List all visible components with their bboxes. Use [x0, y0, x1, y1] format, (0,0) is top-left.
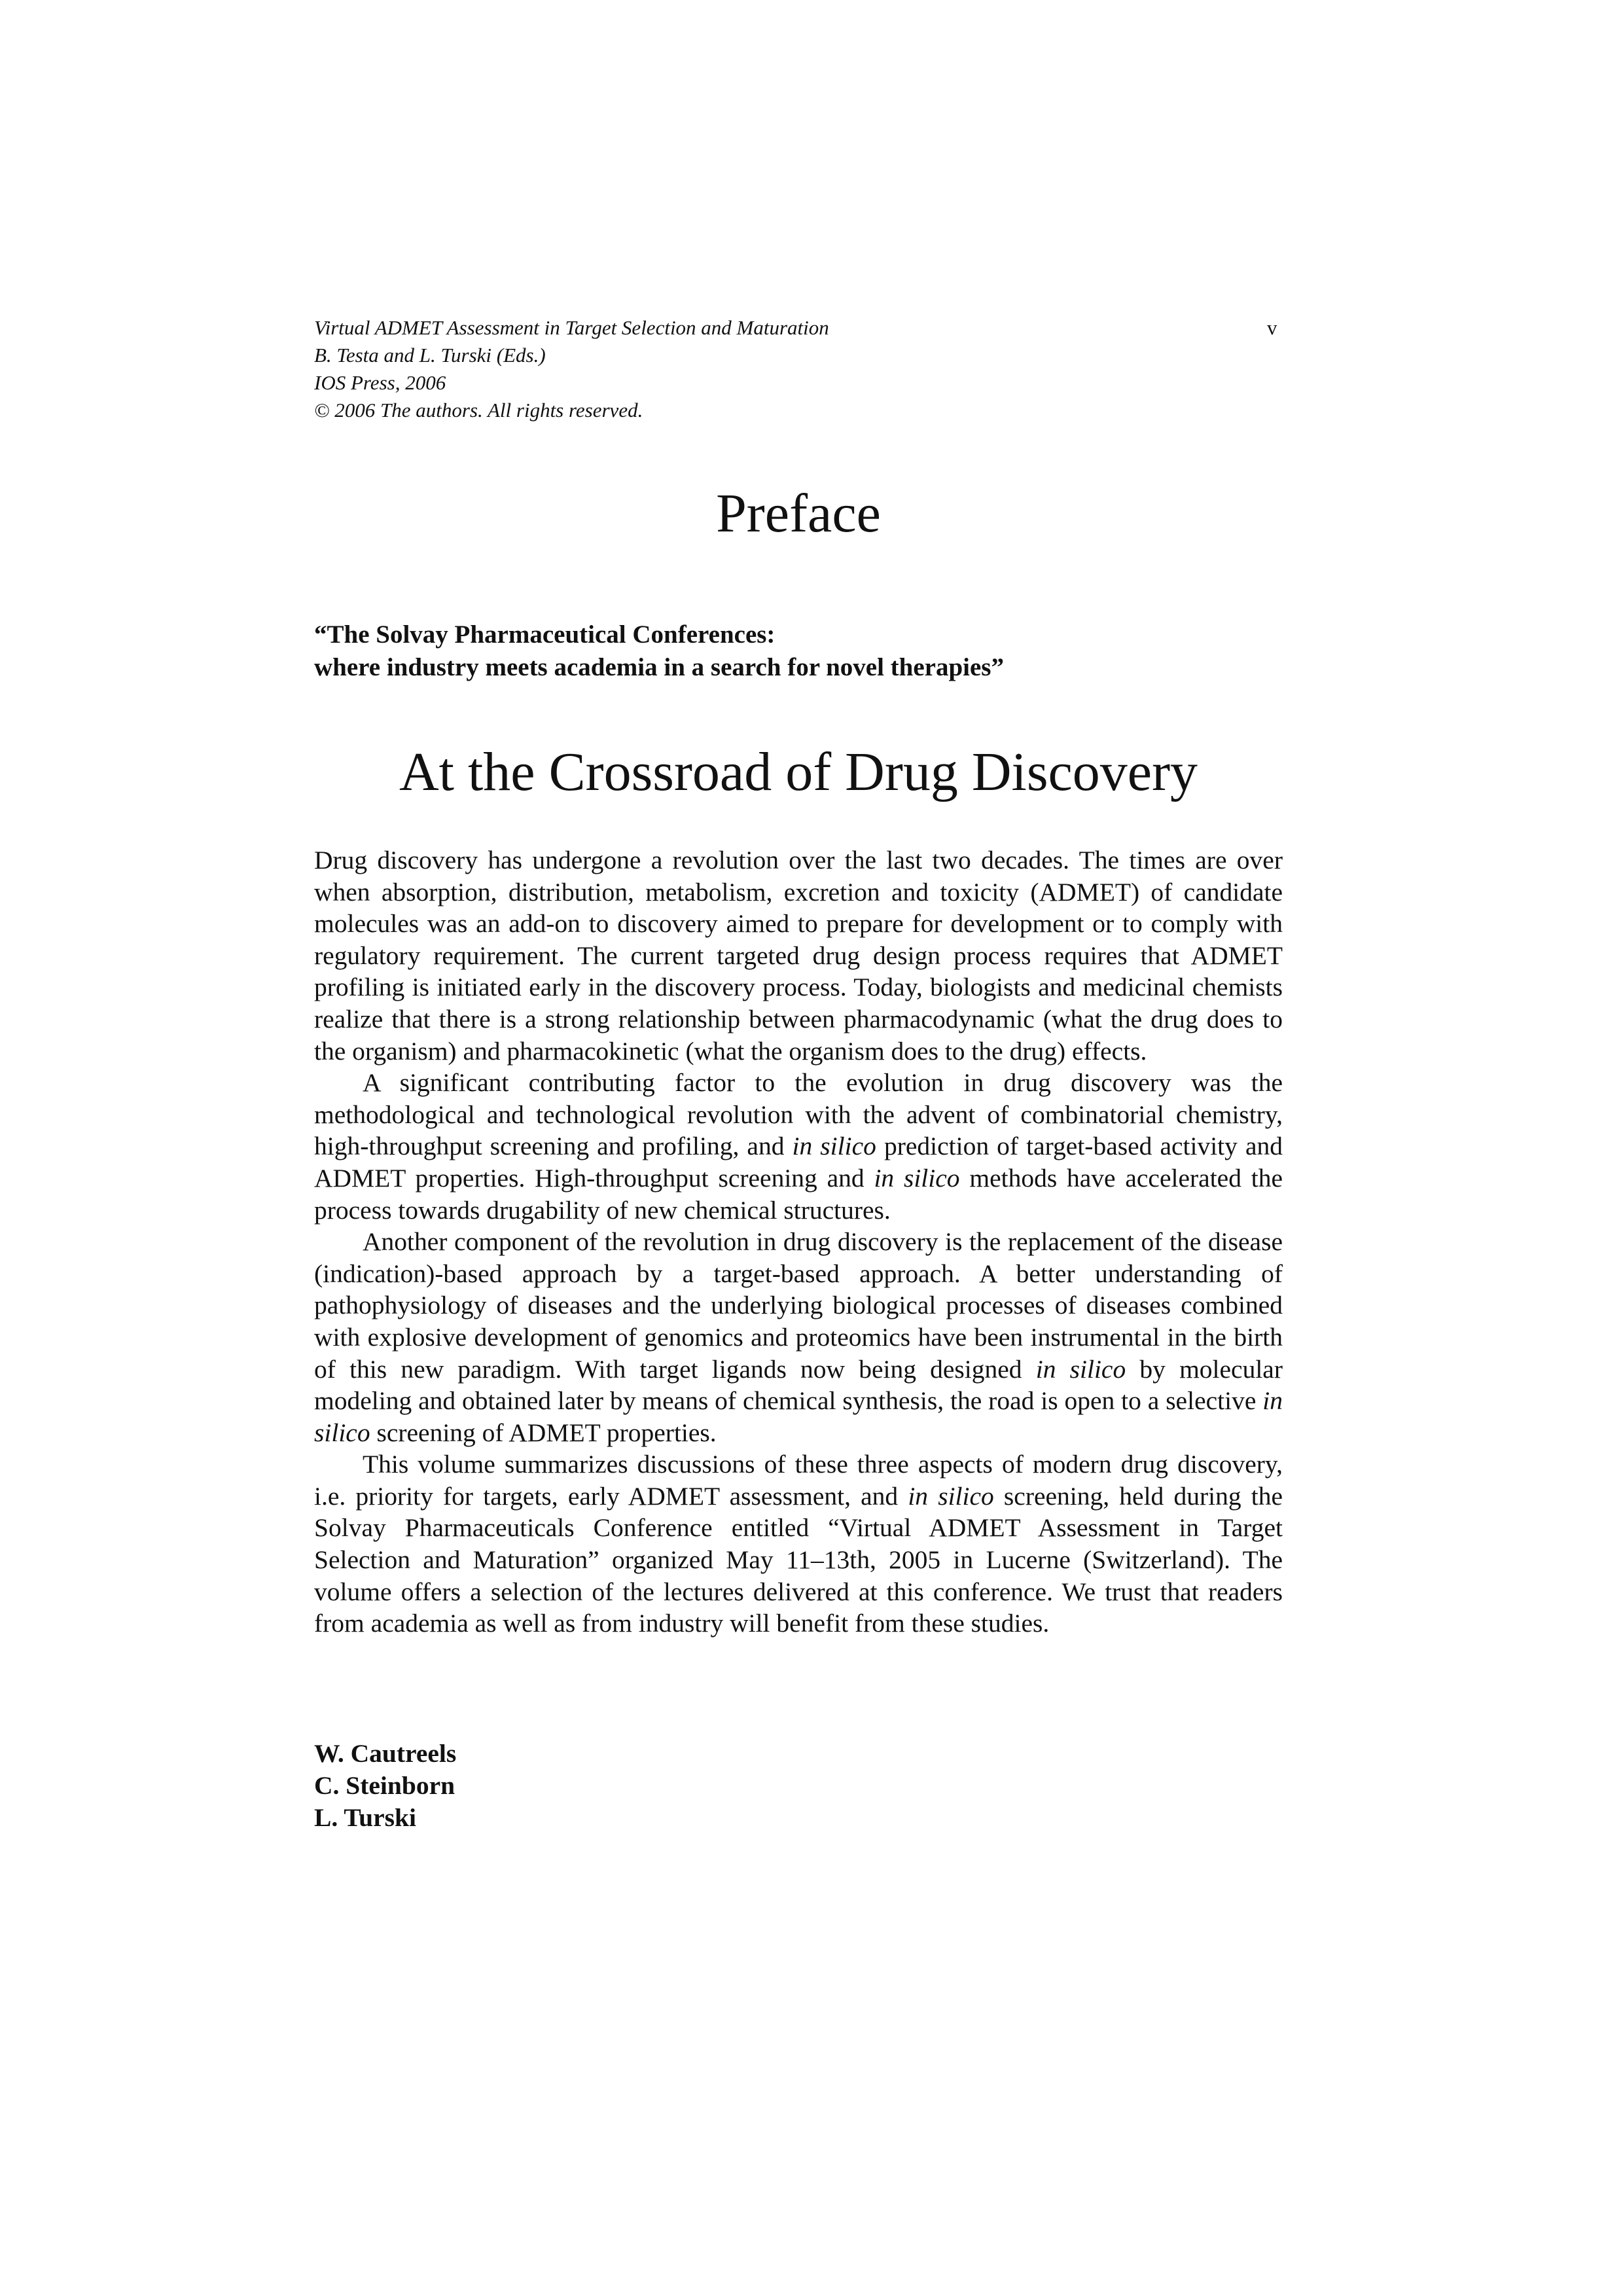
signature-name: L. Turski	[314, 1803, 416, 1832]
paragraph-3: Another component of the revolution in drug discovery is the replacement of the disease (indication)-based approach by a target-based approach. A better understanding of pathophysiology of diseases and the underlying biological processes of diseases combined with explosive development of genomics and proteomics have been instrumental in the birth of this new paradigm. With target ligands now being designed in silico by molecular modeling and obtained later by means of chemical synthesis, the road is open to a selective in silico screening of ADMET properties.	[314, 1227, 1283, 1447]
paragraph-2: A significant contributing factor to the evolution in drug discovery was the methodological and technological revolution with the advent of combinatorial chemistry, high-throughput screening and profiling, and in silico prediction of target-based activity and ADMET properties. High-throughput screening and in silico methods have accelerated the process towards drugability of new chemical structures.	[314, 1068, 1283, 1225]
paragraph-4: This volume summarizes discussions of these three aspects of modern drug discovery, i.e. priority for targets, early ADMET assessment, and in silico screening, held during the Solvay Pharmaceuticals Conference entitled “Virtual ADMET Assessment in Target Selection and Maturation” organized May 11–13th, 2005 in Lucerne (Switzerland). The volume offers a selection of the lectures delivered at this conference. We trust that readers from academia as well as from industry will benefit from these studies.	[314, 1450, 1283, 1638]
body-text	[314, 844, 1283, 1640]
section-title: At the Crossroad of Drug Discovery	[399, 742, 1198, 802]
paragraph-1: Drug discovery has undergone a revolution over the last two decades. The times are over when absorption, distribution, metabolism, excretion and toxicity (ADMET) of candidate molecules was an add-on to discovery aimed to prepare for development or to comply with regulatory requirement. The current targeted drug design process requires that ADMET profiling is initiated early in the discovery process. Today, biologists and medicinal chemists realize that there is a strong relationship between pharmacodynamic (what the drug does to the organism) and pharmacokinetic (what the organism does to the drug) effects.	[314, 846, 1283, 1066]
motto-line-1: “The Solvay Pharmaceutical Conferences:	[314, 620, 776, 649]
signature-name: C. Steinborn	[314, 1771, 455, 1800]
running-header	[314, 314, 1283, 424]
motto	[314, 619, 1283, 684]
signatures	[314, 1738, 456, 1834]
book-title: Virtual ADMET Assessment in Target Selection and Maturation	[314, 316, 829, 339]
copyright-line: © 2006 The authors. All rights reserved.	[314, 399, 643, 422]
signature-name: W. Cautreels	[314, 1739, 457, 1768]
editors-line: B. Testa and L. Turski (Eds.)	[314, 344, 546, 367]
page-number: v	[1267, 316, 1277, 339]
publisher-line: IOS Press, 2006	[314, 371, 446, 394]
motto-line-2: where industry meets academia in a search for novel therapies”	[314, 653, 1004, 681]
page-title: Preface	[716, 483, 881, 544]
